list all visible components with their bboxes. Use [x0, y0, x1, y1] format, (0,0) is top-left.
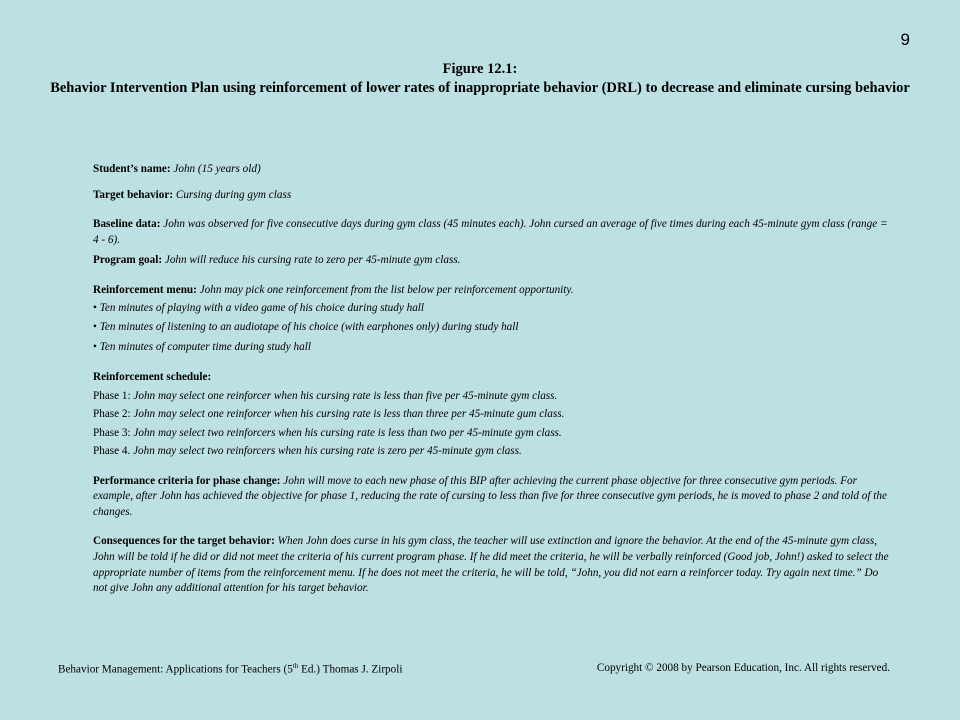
criteria-label: Performance criteria for phase change: — [93, 474, 281, 487]
phase-label: Phase 4. — [93, 445, 131, 458]
menu-row — [93, 282, 893, 300]
footer-citation: Behavior Management: Applications for Teachers (5th Ed.) Thomas J. Zirpoli — [58, 662, 403, 676]
menu-label: Reinforcement menu: — [93, 284, 197, 297]
footer — [58, 662, 890, 676]
target-value: Cursing during gym class — [175, 188, 292, 201]
phase-row — [93, 443, 893, 461]
phase-label: Phase 2: — [93, 408, 131, 421]
schedule-label: Reinforcement schedule: — [93, 371, 212, 384]
criteria-row — [93, 474, 893, 521]
consequences-label: Consequences for the target behavior: — [93, 534, 275, 547]
figure-label: Figure 12.1: — [442, 61, 518, 77]
bip-content — [93, 161, 893, 597]
phase-label: Phase 1: — [93, 389, 131, 402]
target-row — [93, 187, 893, 205]
menu-item: • Ten minutes of listening to an audiotape of his choice (with earphones only) during study hall — [93, 321, 519, 334]
goal-label: Program goal: — [93, 253, 163, 266]
criteria-value: John will move to each new phase of this BIP after achieving the current phase objective for three consecutive gym periods. For example, after John has achieved the objective for phase 1, reducing the rate of cursing to less than five for three consecutive gym periods, he is moved to phase 2 and told of the changes. — [93, 474, 887, 519]
figure-title — [40, 60, 920, 98]
menu-item: • Ten minutes of computer time during study hall — [93, 340, 311, 353]
student-value: John (15 years old) — [173, 163, 261, 175]
phase-row — [93, 425, 893, 443]
phase-text: John may select two reinforcers when his cursing rate is zero per 45-minute gym class. — [133, 445, 522, 458]
phase-row — [93, 388, 893, 406]
footer-copyright: Copyright © 2008 by Pearson Education, Inc. All rights reserved. — [596, 662, 890, 674]
figure-caption: Behavior Intervention Plan using reinforcement of lower rates of inappropriate behavior (DRL) to decrease and eliminate cursing behavior — [50, 80, 910, 96]
phase-text: John may select two reinforcers when his cursing rate is less than two per 45-minute gym class. — [133, 426, 562, 439]
phase-label: Phase 3: — [93, 426, 131, 439]
goal-row — [93, 252, 893, 270]
baseline-value: John was observed for five consecutive days during gym class (45 minutes each). John cursed an average of five times during each 45-minute gym class (range = 4 - 6). — [93, 218, 888, 246]
consequences-row — [93, 534, 893, 597]
phase-row — [93, 406, 893, 424]
menu-item: • Ten minutes of playing with a video game of his choice during study hall — [93, 301, 425, 314]
menu-value: John may pick one reinforcement from the list below per reinforcement opportunity. — [199, 284, 574, 297]
baseline-row — [93, 217, 893, 249]
goal-value: John will reduce his cursing rate to zero per 45-minute gym class. — [164, 253, 461, 266]
consequences-value: When John does curse in his gym class, the teacher will use extinction and ignore the behavior. At the end of the 45-minute gym class, John will be told if he did or did not meet the criteria of his current program phase. If he did meet the criteria, he will be verbally reinforced (Good job, John!) asked to select the appropriate number of items from the reinforcement menu. If he does not meet the criteria, he will be told, “John, you did not earn a reinforcer today. Try again next time.” Do not give John any additional attention for his target behavior. — [93, 534, 889, 595]
student-row — [93, 161, 893, 179]
slide-number: 9 — [900, 30, 910, 49]
student-label: Student’s name: — [93, 163, 171, 175]
target-label: Target behavior: — [93, 188, 174, 201]
baseline-label: Baseline data: — [93, 218, 161, 230]
phase-text: John may select one reinforcer when his cursing rate is less than three per 45-minute gum class. — [133, 408, 565, 421]
phase-text: John may select one reinforcer when his cursing rate is less than five per 45-minute gym class. — [133, 389, 558, 402]
